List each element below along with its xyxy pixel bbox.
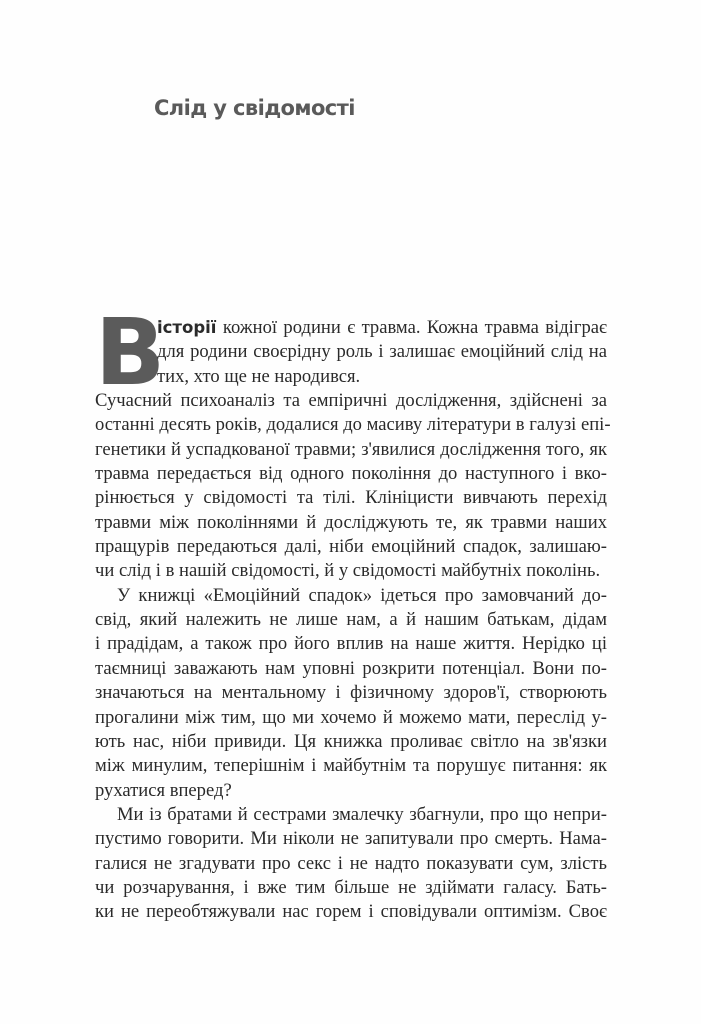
text-line: генетики й успадкованої травми; з'явилися дослідження того, як [95, 438, 607, 460]
text-line: для родини своєрідну роль і залишає емоційний слід на [157, 341, 607, 363]
text-line: пращурів передаються далі, ніби емоційний спадок, залишаю- [95, 536, 607, 558]
text-line: між минулим, теперішнім і майбутнім та порушує питання: як [95, 755, 607, 777]
text-line: чи слід і в нашій свідомості, й у свідомості майбутніх поколінь. [95, 560, 601, 582]
text-line: чи розчарування, і вже тим більше не здіймати галасу. Бать- [95, 876, 607, 898]
text-line: прогалини між тим, що ми хочемо й можемо мати, переслід у- [95, 706, 607, 728]
text-line: пустимо говорити. Ми ніколи не запитували про смерть. Нама- [95, 828, 607, 850]
chapter-title: Слід у свідомості [154, 96, 355, 120]
text-line: галися не згадувати про секс і не надто показувати сум, злість [95, 852, 607, 874]
text-fragment: кожної родини є травма. Кожна травма відіграє [216, 317, 607, 338]
text-line: травма передається від одного покоління до наступного і вко- [95, 463, 607, 485]
text-line: значаються на ментальному і фізичному здоров'ї, створюють [95, 682, 607, 704]
text-line: травми між поколіннями й досліджують те, як травми наших [95, 511, 607, 533]
text-line: і прадідам, а також про його вплив на наше життя. Нерідко ці [95, 633, 607, 655]
text-line: останні десять років, додалися до масиву літератури в галузі епі- [95, 414, 611, 436]
text-line: У книжці «Емоційний спадок» ідеться про замовчаний до- [117, 584, 607, 606]
text-line: Ми із братами й сестрами змалечку збагнули, про що непри- [117, 803, 607, 825]
text-line: ки не переобтяжували нас горем і сповідували оптимізм. Своє [95, 901, 607, 923]
drop-cap: В [95, 299, 166, 406]
text-line: таємниці заважають нам уповні розкрити потенціал. Вони по- [95, 657, 607, 679]
body-text [95, 299, 611, 925]
lead-bold-word: історії [157, 318, 217, 337]
text-line: рухатися вперед? [95, 779, 232, 801]
text-line: Сучасний психоаналіз та емпіричні дослідження, здійснені за [95, 390, 607, 412]
text-line: ють нас, ніби привиди. Ця книжка проливає світло на зв'язки [95, 730, 607, 752]
text-line: рінюється у свідомості та тілі. Клініцисти вивчають перехід [95, 487, 607, 509]
text-line: свід, який належить не лише нам, а й нашим батькам, дідам [95, 609, 607, 631]
text-line [95, 316, 607, 340]
text-line: тих, хто ще не народився. [157, 365, 361, 387]
